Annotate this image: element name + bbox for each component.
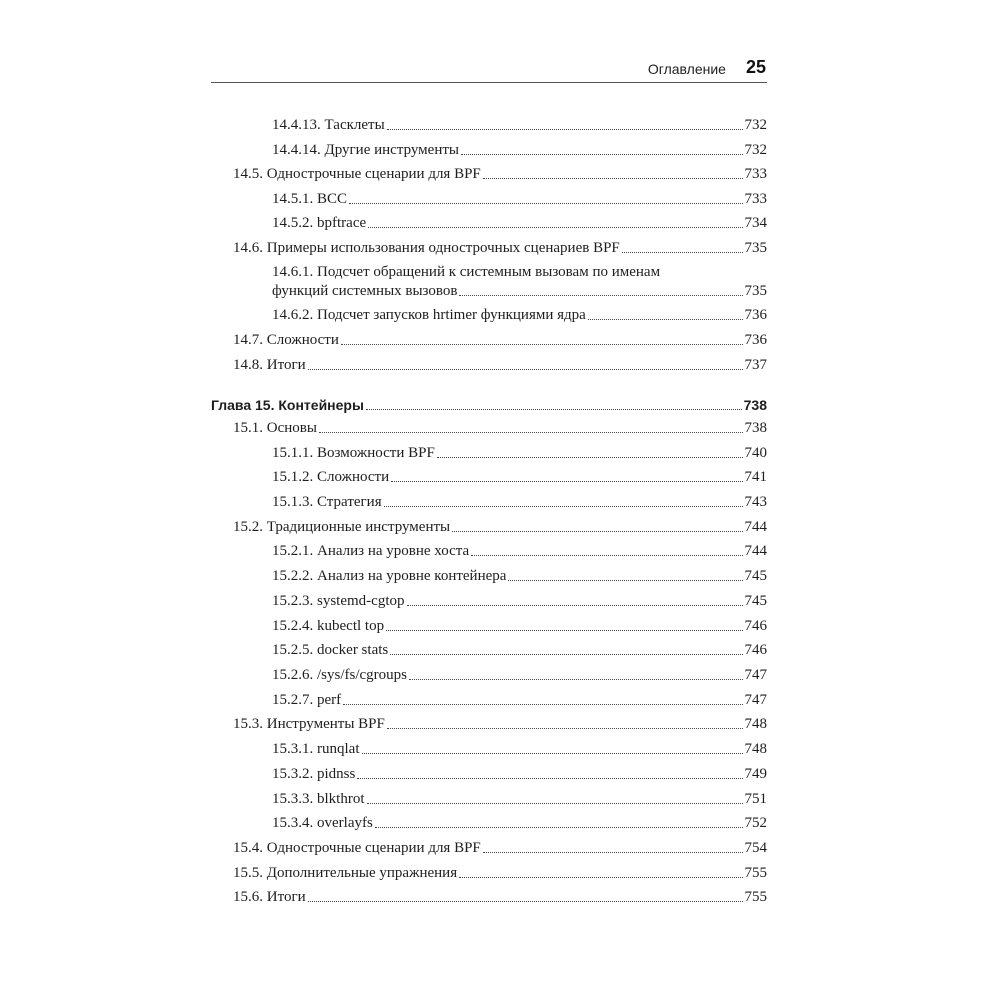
toc-chapter-title: Глава 15. Контейнеры: [211, 397, 364, 413]
dot-leader: [508, 579, 742, 581]
toc-entry: [233, 518, 767, 536]
dot-leader: [452, 530, 742, 532]
toc-entry-page: 745: [744, 593, 767, 609]
toc-entry-title: 14.5. Однострочные сценарии для BPF: [233, 166, 481, 182]
toc-entry-page: 740: [744, 445, 767, 461]
toc-chapter-entry: [211, 396, 767, 414]
toc-entry-page: 744: [744, 519, 767, 535]
toc-entry-title: 14.8. Итоги: [233, 357, 306, 373]
toc-entry: [272, 190, 767, 208]
toc-entry: [272, 617, 767, 635]
toc-entry-title: 14.7. Сложности: [233, 332, 339, 348]
toc-entry-page: 755: [744, 865, 767, 881]
toc-entry-title: 15.1.2. Сложности: [272, 469, 390, 485]
dot-leader: [437, 456, 743, 458]
toc-entry-page: 754: [744, 840, 767, 856]
dot-leader: [387, 727, 743, 729]
toc-entry-title: 14.6.2. Подсчет запусков hrtimer функциями ядра: [272, 307, 586, 323]
toc-entry-title: 15.3.3. blkthrot: [272, 791, 365, 807]
toc-entry-page: 736: [744, 307, 767, 323]
dot-leader: [461, 153, 743, 155]
toc-entry: [272, 468, 767, 486]
toc-entry: [272, 116, 767, 134]
dot-leader: [390, 653, 742, 655]
toc-entry-title: 14.4.14. Другие инструменты: [272, 142, 459, 158]
toc-entry-page: 733: [744, 191, 767, 207]
dot-leader: [308, 900, 743, 902]
toc-entry: [272, 493, 767, 511]
dot-leader: [319, 431, 743, 433]
dot-leader: [409, 678, 743, 680]
toc-entry: [233, 239, 767, 257]
toc-entry-page: 749: [744, 766, 767, 782]
dot-leader: [386, 629, 742, 631]
dot-leader: [362, 752, 743, 754]
toc-entry-title: 15.1. Основы: [233, 420, 317, 436]
toc-entry-page: 751: [744, 791, 767, 807]
toc-entry-title: 14.5.2. bpftrace: [272, 215, 367, 231]
dot-leader: [375, 826, 743, 828]
toc-entry: [272, 814, 767, 832]
toc-entry: [233, 165, 767, 183]
toc-entry-page: 745: [744, 568, 767, 584]
toc-entry-page: 755: [744, 889, 767, 905]
toc-entry-title: 15.1.1. Возможности BPF: [272, 445, 435, 461]
dot-leader: [384, 505, 743, 507]
dot-leader: [459, 294, 742, 296]
toc-entry: [272, 691, 767, 709]
toc-entry: [272, 666, 767, 684]
dot-leader: [368, 226, 742, 228]
toc-entry-page: 732: [744, 142, 767, 158]
toc-entry-page: 746: [744, 642, 767, 658]
toc-entry-title: 15.3.2. pidnss: [272, 766, 356, 782]
toc-entry: [233, 419, 767, 437]
toc-entry-title: функций системных вызовов: [272, 283, 458, 299]
toc-entry-title: 14.6. Примеры использования однострочных сценариев BPF: [233, 240, 620, 256]
toc-entry-page: 748: [744, 741, 767, 757]
toc-entry: [272, 740, 767, 758]
toc-entry-page: 736: [744, 332, 767, 348]
toc-entry: [233, 888, 767, 906]
dot-leader: [357, 777, 742, 779]
toc-entry: [272, 306, 767, 324]
toc-entry: [233, 356, 767, 374]
toc-entry-page: 735: [744, 240, 767, 256]
toc-entry-title: 15.4. Однострочные сценарии для BPF: [233, 840, 481, 856]
toc-entry-title: 15.1.3. Стратегия: [272, 494, 382, 510]
toc-entry-page: 743: [744, 494, 767, 510]
dot-leader: [308, 368, 743, 370]
toc-entry-title: 15.2.1. Анализ на уровне хоста: [272, 543, 470, 559]
toc-entry-page: 733: [744, 166, 767, 182]
toc-entry-title: 15.2.7. perf: [272, 692, 342, 708]
page-number: 25: [745, 57, 766, 77]
toc-entry-title-line1: 14.6.1. Подсчет обращений к системным вызовам по именам: [272, 264, 661, 280]
toc-entry-page: 752: [744, 815, 767, 831]
dot-leader: [622, 251, 743, 253]
toc-entry-page: 734: [744, 215, 767, 231]
toc-entry-title: 15.2.5. docker stats: [272, 642, 389, 658]
dot-leader: [588, 318, 743, 320]
dot-leader: [391, 480, 742, 482]
toc-entry-title: 15.3.4. overlayfs: [272, 815, 373, 831]
toc-entry-title: 15.2. Традиционные инструменты: [233, 519, 451, 535]
dot-leader: [366, 408, 742, 410]
toc-entry-page: 747: [744, 692, 767, 708]
toc-entry-page: 738: [744, 420, 767, 436]
toc-entry: [272, 141, 767, 159]
dot-leader: [471, 554, 742, 556]
toc-entry-title: 15.2.3. systemd-cgtop: [272, 593, 405, 609]
running-head-title: Оглавление: [647, 61, 726, 77]
toc-entry-page: 746: [744, 618, 767, 634]
toc-entry: [233, 839, 767, 857]
toc-entry-title: 15.6. Итоги: [233, 889, 306, 905]
toc-entry-title: 15.3.1. runqlat: [272, 741, 360, 757]
toc-entry: [272, 641, 767, 659]
toc-entry-page: 747: [744, 667, 767, 683]
toc-entry: [233, 331, 767, 349]
dot-leader: [407, 604, 743, 606]
toc-entry-page: 744: [744, 543, 767, 559]
toc-entry: [272, 790, 767, 808]
toc-entry-title: 15.2.2. Анализ на уровне контейнера: [272, 568, 507, 584]
toc-entry-title: 14.5.1. BCC: [272, 191, 348, 207]
toc-entry: [272, 592, 767, 610]
toc-entry: [272, 444, 767, 462]
dot-leader: [459, 876, 742, 878]
toc-entry: [272, 214, 767, 232]
toc-entry: [272, 282, 767, 300]
dot-leader: [483, 851, 743, 853]
toc-entry: [233, 864, 767, 882]
toc-entry-title: 15.5. Дополнительные упражнения: [233, 865, 458, 881]
dot-leader: [343, 703, 742, 705]
toc-entry-page: 735: [744, 283, 767, 299]
toc-entry-title: 15.2.6. /sys/fs/cgroups: [272, 667, 407, 683]
dot-leader: [483, 177, 743, 179]
toc-entry-page: 732: [744, 117, 767, 133]
toc-entry: [272, 567, 767, 585]
toc-chapter-page: 738: [743, 397, 767, 413]
toc-entry-title: 15.3. Инструменты BPF: [233, 716, 385, 732]
toc-entry-page: 741: [744, 469, 767, 485]
dot-leader: [341, 343, 743, 345]
toc-entry: [272, 765, 767, 783]
dot-leader: [387, 128, 743, 130]
toc-entry-title: 15.2.4. kubectl top: [272, 618, 385, 634]
toc-entry-title: 14.4.13. Тасклеты: [272, 117, 385, 133]
toc-entry-page: 737: [744, 357, 767, 373]
dot-leader: [367, 802, 743, 804]
toc-entry: [272, 542, 767, 560]
toc-entry-page: 748: [744, 716, 767, 732]
dot-leader: [349, 202, 742, 204]
toc-entry: [233, 715, 767, 733]
